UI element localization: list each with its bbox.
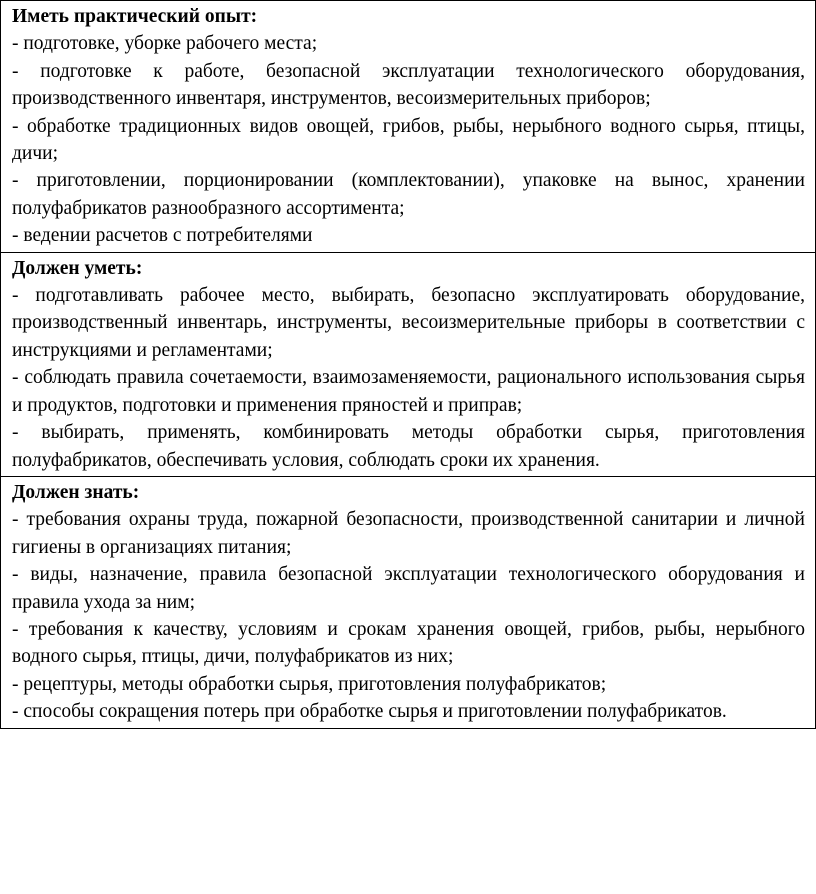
list-item: - требования к качеству, условиям и срокам хранения овощей, грибов, рыбы, нерыбного водного сырья, птицы, дичи, полуфабрикатов из них;	[12, 618, 805, 668]
list-item: - рецептуры, методы обработки сырья, приготовления полуфабрикатов;	[12, 673, 607, 695]
section-title: Иметь практический опыт:	[12, 6, 258, 27]
list-item: - выбирать, применять, комбинировать методы обработки сырья, приготовления полуфабрикатов, обеспечивать условия, соблюдать сроки их хранения.	[12, 422, 805, 471]
list-item: - способы сокращения потерь при обработке сырья и приготовлении полуфабрикатов.	[12, 701, 727, 723]
list-item: - соблюдать правила сочетаемости, взаимозаменяемости, рационального использования сырья и продуктов, подготовки и применения пряностей и приправ;	[12, 367, 805, 416]
list-item: - виды, назначение, правила безопасной эксплуатации технологического оборудования и правила ухода за ним;	[12, 564, 805, 613]
list-item: - ведении расчетов с потребителями	[12, 225, 313, 247]
table-row-experience	[1, 1, 816, 253]
list-item: - подготовке, уборке рабочего места;	[12, 33, 318, 55]
list-item: - обработке традиционных видов овощей, грибов, рыбы, нерыбного водного сырья, птицы, дичи;	[12, 115, 805, 165]
section-title: Должен знать:	[12, 481, 140, 503]
section-cell-experience	[1, 1, 816, 253]
table-row-skills	[1, 252, 816, 476]
list-item: - подготовке к работе, безопасной эксплуатации технологического оборудования, производственного инвентаря, инструментов, весоизмерительных приборов;	[12, 60, 805, 110]
table-row-knowledge	[1, 476, 816, 728]
list-item: - приготовлении, порционировании (комплектовании), упаковке на вынос, хранении полуфабрикатов разнообразного ассортимента;	[12, 170, 805, 219]
section-cell-knowledge	[1, 476, 816, 728]
section-title: Должен уметь:	[12, 257, 143, 279]
section-cell-skills	[1, 252, 816, 476]
list-item: - требования охраны труда, пожарной безопасности, производственной санитарии и личной гигиены в организациях питания;	[12, 509, 805, 558]
list-item: - подготавливать рабочее место, выбирать, безопасно эксплуатировать оборудование, производственный инвентарь, инструменты, весоизмерительные приборы в соответствии с инструкциями и регламентами;	[12, 285, 805, 361]
